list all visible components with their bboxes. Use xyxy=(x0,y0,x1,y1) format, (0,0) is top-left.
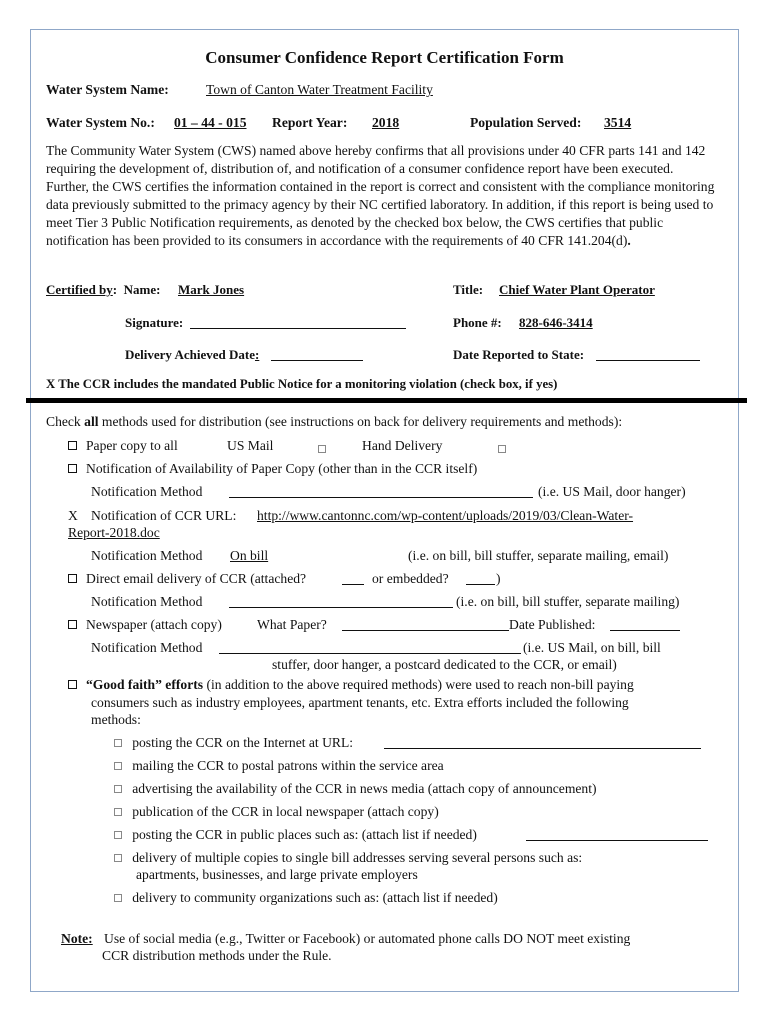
email-label: Direct email delivery of CCR (attached? xyxy=(86,571,307,586)
url-mark[interactable]: X xyxy=(68,508,78,523)
section-divider xyxy=(26,398,747,403)
form-title: Consumer Confidence Report Certification Form xyxy=(205,48,564,67)
system-name-label: Water System Name: xyxy=(46,82,169,97)
effort-label: publication of the CCR in local newspaper (attach copy) xyxy=(132,804,439,819)
date-reported-label: Date Reported to State: xyxy=(453,347,585,362)
title-field[interactable] xyxy=(491,281,694,298)
effort-checkbox[interactable] xyxy=(114,854,122,862)
effort-label: advertising the availability of the CCR in news media (attach copy of announcement) xyxy=(132,781,597,796)
email-checkbox[interactable] xyxy=(68,574,77,583)
population-label: Population Served: xyxy=(470,115,582,130)
availability-method-field[interactable] xyxy=(229,483,533,498)
date-published-field[interactable] xyxy=(610,616,680,631)
availability-method-label: Notification Method xyxy=(91,484,203,499)
system-name-value: Town of Canton Water Treatment Facility xyxy=(206,82,433,97)
newspaper-hint-2: stuffer, door hanger, a postcard dedicated to the CCR, or email) xyxy=(272,657,617,672)
check-prefix: Check xyxy=(46,414,85,429)
availability-checkbox[interactable] xyxy=(68,464,77,473)
email-method-label: Notification Method xyxy=(91,594,203,609)
email-method-field[interactable] xyxy=(229,593,453,608)
delivery-date-label: Delivery Achieved Date xyxy=(125,347,255,362)
effort-internet-url-field[interactable] xyxy=(384,734,701,749)
good-faith-label: “Good faith” efforts xyxy=(86,677,204,692)
what-paper-label: What Paper? xyxy=(257,617,327,632)
effort-checkbox[interactable] xyxy=(114,785,122,793)
system-no-label: Water System No.: xyxy=(46,115,155,130)
certification-paragraph xyxy=(46,142,716,249)
effort-item-mailing xyxy=(114,757,444,774)
email-close: ) xyxy=(496,571,501,586)
url-method-label: Notification Method xyxy=(91,548,203,563)
system-name-field[interactable] xyxy=(182,81,544,98)
good-faith-text-3: methods: xyxy=(91,712,141,727)
availability-hint: (i.e. US Mail, door hanger) xyxy=(538,484,686,499)
email-attached-field[interactable] xyxy=(342,570,364,585)
paper-copy-row xyxy=(68,437,178,454)
good-faith-checkbox[interactable] xyxy=(68,680,77,689)
date-published-label: Date Published: xyxy=(509,617,596,632)
effort-label: posting the CCR on the Internet at URL: xyxy=(132,735,354,750)
email-row xyxy=(68,570,306,587)
effort-item-community xyxy=(114,889,498,906)
check-rest: methods used for distribution (see instructions on back for delivery requirements and methods): xyxy=(98,414,623,429)
availability-label: Notification of Availability of Paper Copy (other than in the CCR itself) xyxy=(86,461,478,476)
population-value: 3514 xyxy=(604,115,632,130)
check-all: all xyxy=(84,414,99,429)
effort-label: delivery to community organizations such as: (attach list if needed) xyxy=(132,890,498,905)
certified-by-label: Certified by xyxy=(46,282,113,297)
hand-delivery-label: Hand Delivery xyxy=(362,438,443,453)
newspaper-hint-1: (i.e. US Mail, on bill, bill xyxy=(523,640,661,655)
good-faith-row xyxy=(68,676,634,693)
good-faith-text-1: (in addition to the above required methods) were used to reach non-bill paying xyxy=(203,677,634,692)
effort-checkbox[interactable] xyxy=(114,894,122,902)
paper-copy-label: Paper copy to all xyxy=(86,438,178,453)
effort-item-advertising xyxy=(114,780,597,797)
delivery-date-colon: : xyxy=(254,347,260,362)
newspaper-label: Newspaper (attach copy) xyxy=(86,617,222,632)
effort-label: posting the CCR in public places such as: (attach list if needed) xyxy=(132,827,477,842)
newspaper-checkbox[interactable] xyxy=(68,620,77,629)
certification-period: . xyxy=(627,232,631,248)
public-notice-checkbox[interactable]: X The CCR includes the mandated Public Notice for a monitoring violation (check box, if yes) xyxy=(46,377,558,391)
delivery-date-row xyxy=(125,346,259,363)
signature-field[interactable] xyxy=(190,314,406,329)
date-reported-field[interactable] xyxy=(596,346,700,361)
name-label: Name: xyxy=(123,282,161,297)
delivery-date-field[interactable] xyxy=(271,346,363,361)
title-value: Chief Water Plant Operator xyxy=(499,282,655,297)
us-mail-checkbox[interactable] xyxy=(318,440,326,457)
url-method-value: On bill xyxy=(230,548,269,563)
effort-checkbox[interactable] xyxy=(114,739,122,747)
name-value: Mark Jones xyxy=(178,282,245,297)
url-value-line1[interactable]: http://www.cantonnc.com/wp-content/uploads/2019/03/Clean-Water- xyxy=(257,508,634,523)
url-label: Notification of CCR URL: xyxy=(91,508,237,523)
effort-item-public-places xyxy=(114,826,477,843)
certified-by-row xyxy=(46,281,160,298)
system-no-value[interactable]: 01 – 44 - 015 xyxy=(174,115,247,130)
note-text-1: Use of social media (e.g., Twitter or Facebook) or automated phone calls DO NOT meet existing xyxy=(104,931,631,946)
paper-copy-checkbox[interactable] xyxy=(68,441,77,450)
signature-label: Signature: xyxy=(125,315,184,330)
certification-text: The Community Water System (CWS) named above hereby confirms that all provisions under 40 CFR parts 141 and 142 requiring the development of, distribution of, and notification of a consumer confidence report have been executed. Further, the CWS certifies the information contained in the report is correct and consistent with the compliance monitoring data previously submitted to the primacy agency by their NC certified laboratory. In addition, if this report is being used to meet Tier 3 Public Notification requirements, as denoted by the checked box below, the CWS certifies that public notification has been provided to its consumers in accordance with the requirements of 40 CFR 141.204(d) xyxy=(46,143,715,248)
effort-checkbox[interactable] xyxy=(114,831,122,839)
newspaper-method-field[interactable] xyxy=(219,639,521,654)
what-paper-field[interactable] xyxy=(342,616,509,631)
methods-instruction xyxy=(46,413,622,430)
effort-label: mailing the CCR to postal patrons within the service area xyxy=(132,758,444,773)
note-text-2: CCR distribution methods under the Rule. xyxy=(102,948,332,963)
hand-delivery-checkbox[interactable] xyxy=(498,440,506,457)
availability-row xyxy=(68,460,477,477)
report-year-field[interactable] xyxy=(365,114,455,131)
email-embedded-field[interactable] xyxy=(466,570,495,585)
population-field[interactable] xyxy=(596,114,696,131)
url-value-line2[interactable]: Report-2018.doc xyxy=(68,525,160,540)
title-label: Title: xyxy=(453,282,484,297)
report-year-value: 2018 xyxy=(372,115,400,130)
effort-label: delivery of multiple copies to single bill addresses serving several persons such as: xyxy=(132,850,583,865)
report-year-label: Report Year: xyxy=(272,115,348,130)
newspaper-method-label: Notification Method xyxy=(91,640,203,655)
effort-item-publication xyxy=(114,803,439,820)
effort-multiple-copies-line2: apartments, businesses, and large private employers xyxy=(136,867,418,882)
phone-field[interactable] xyxy=(509,314,707,331)
effort-checkbox[interactable] xyxy=(114,808,122,816)
phone-value: 828-646-3414 xyxy=(519,315,593,330)
effort-public-places-field[interactable] xyxy=(526,826,708,841)
newspaper-row xyxy=(68,616,222,633)
name-field[interactable] xyxy=(172,281,408,298)
effort-item-internet xyxy=(114,734,353,751)
note-label: Note: xyxy=(61,931,93,946)
effort-item-multiple-copies xyxy=(114,849,582,866)
email-hint: (i.e. on bill, bill stuffer, separate mailing) xyxy=(456,594,680,609)
url-hint: (i.e. on bill, bill stuffer, separate mailing, email) xyxy=(408,548,669,563)
email-embedded-label: or embedded? xyxy=(372,571,449,586)
certified-by-colon: : xyxy=(112,282,118,297)
effort-checkbox[interactable] xyxy=(114,762,122,770)
phone-label: Phone #: xyxy=(453,315,502,330)
url-method-field[interactable] xyxy=(230,547,408,564)
good-faith-text-2: consumers such as industry employees, apartment tenants, etc. Extra efforts included the following xyxy=(91,695,629,710)
us-mail-label: US Mail xyxy=(227,438,274,453)
